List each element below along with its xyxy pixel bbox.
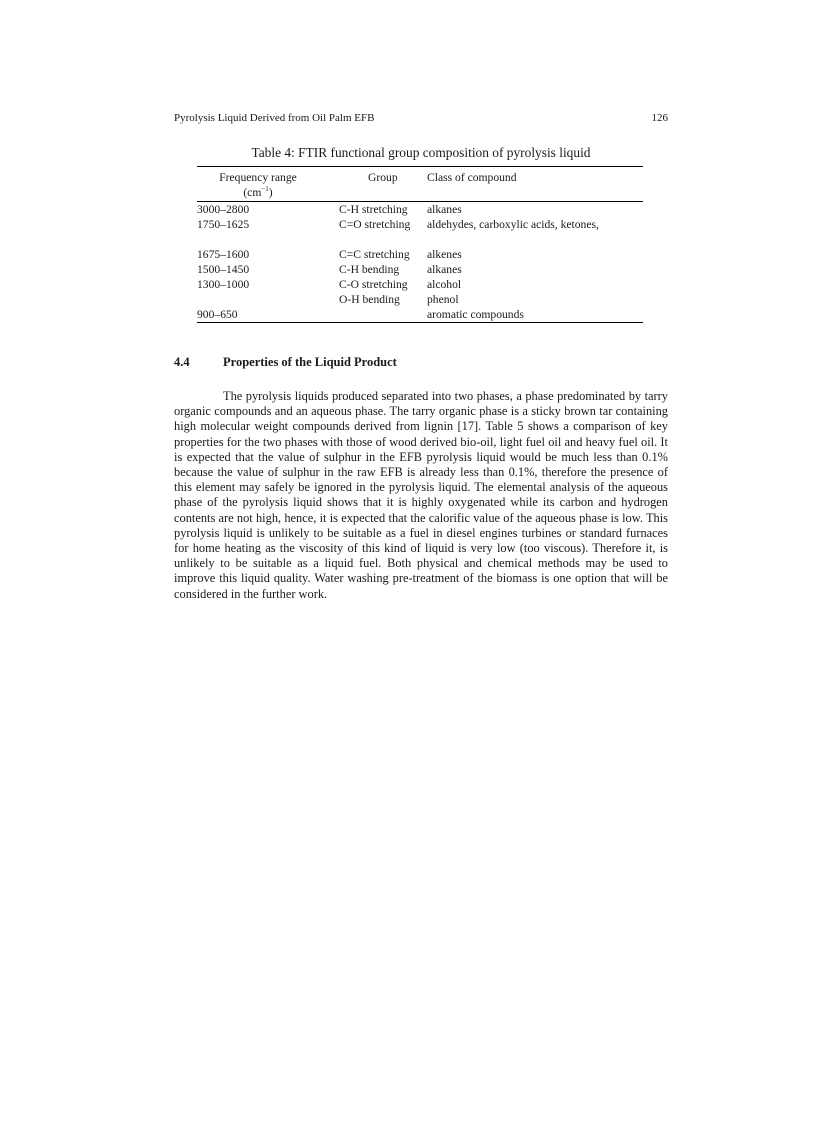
table-row: 1750–1625 C=O stretching aldehydes, carboxylic acids, ketones, <box>197 218 599 231</box>
running-title: Pyrolysis Liquid Derived from Oil Palm EFB <box>174 112 375 124</box>
header-group: Group <box>368 171 398 184</box>
table-row: 3000–2800 C-H stretching alkanes <box>197 203 462 216</box>
table-row: O-H bending phenol <box>339 293 459 306</box>
table-row: 900–650 aromatic compounds <box>197 307 643 323</box>
table-row: 1675–1600 C=C stretching alkenes <box>197 248 462 261</box>
header-class: Class of compound <box>427 171 517 184</box>
body-paragraph: The pyrolysis liquids produced separated into two phases, a phase predominated by tarry organic compounds and an aqueous phase. The tarry organic phase is a sticky brown tar containing high molecular weight compounds derived from lignin [17]. Table 5 shows a comparison of key properties for the two phases with those of wood derived bio-oil, light fuel oil and heavy fuel oil. It is expected that the value of sulphur in the EFB pyrolysis liquid would be much less than 0.1% because the value of sulphur in the raw EFB is already less than 0.1%, therefore the presence of this element may safely be ignored in the pyrolysis liquid. The elemental analysis of the aqueous phase of the pyrolysis liquid shows that it is highly oxygenated while its carbon and hydrogen contents are not high, hence, it is expected that the calorific value of the aqueous phase is low. This pyrolysis liquid is unlikely to be suitable as a fuel in diesel engines turbines or standard furnaces for home heating as the viscosity of this kind of liquid is very low (too viscous). Therefore it, is unlikely to be suitable as a liquid fuel. Both physical and chemical methods may be used to improve this liquid quality. Water washing pre-treatment of the biomass is one option that will be considered in the further work. <box>174 389 668 601</box>
table-row: 1300–1000 C-O stretching alcohol <box>197 278 462 291</box>
table-header-row <box>197 166 643 202</box>
section-title: Properties of the Liquid Product <box>223 355 397 369</box>
section-number: 4.4 <box>174 355 190 369</box>
section-heading <box>174 355 397 370</box>
header-frequency: Frequency range $(cm^{-1})$ <box>219 171 297 199</box>
table-caption: Table 4: FTIR functional group composition of pyrolysis liquid <box>251 145 591 160</box>
page-number: 126 <box>651 112 668 124</box>
ftir-table <box>197 166 643 323</box>
table-row: 1500–1450 C-H bending alkanes <box>197 263 462 276</box>
